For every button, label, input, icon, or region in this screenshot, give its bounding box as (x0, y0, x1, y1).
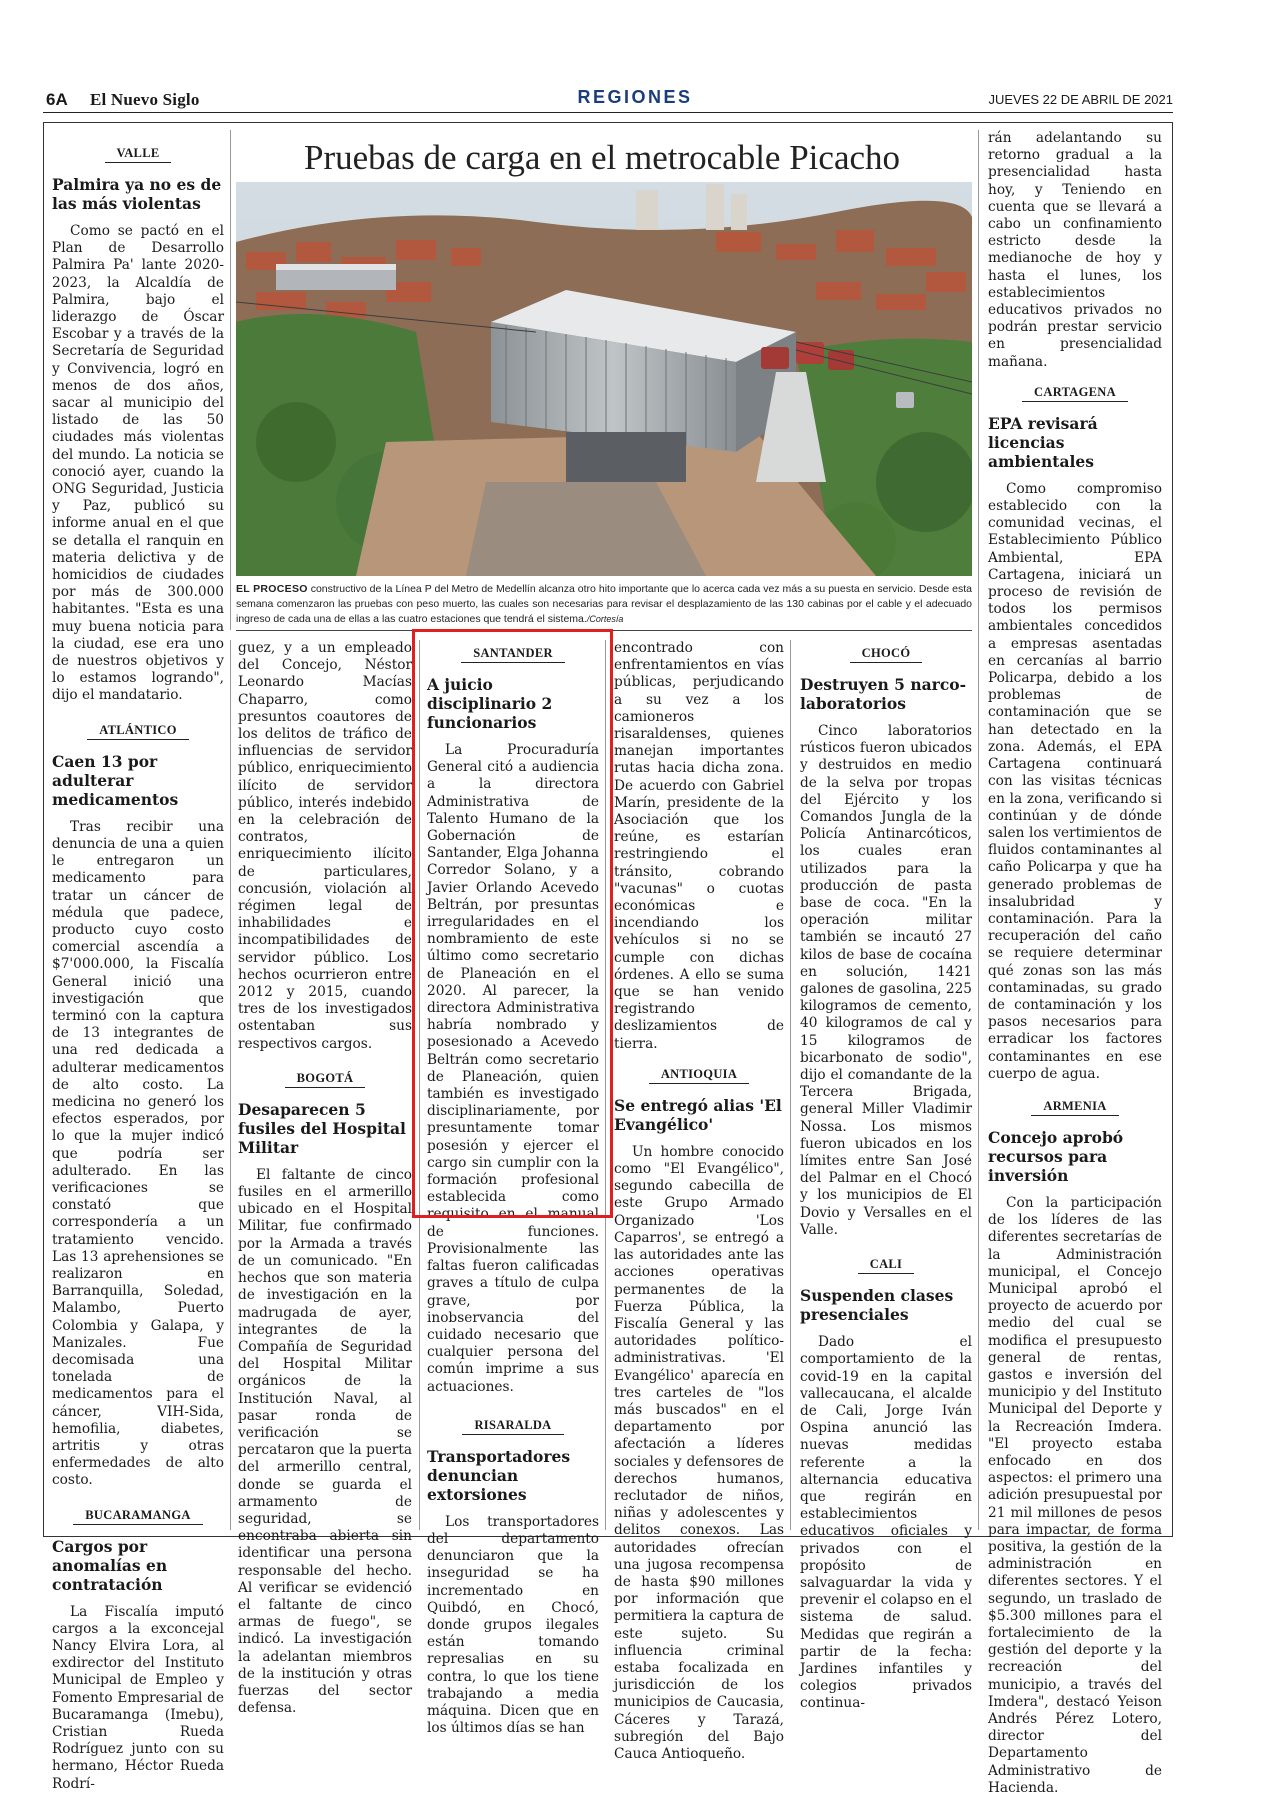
section-label-armenia: ARMENIA (988, 1099, 1162, 1114)
body-antioquia: Un hombre conocido como "El Evangélico", segundo cabecilla de este Grupo Armado Organizado 'Los Caparros', se entregó a las autoridades ante las acciones operativas permanentes de la Fuerza Pública, la Fiscalía General y las autoridades político-administrativas. 'El Evangélico' aparecía en tres carteles de "los más buscados" en el departamento por afectación a líderes sociales y defensores de derechos humanos, reclutador de niños, niñas y adolescentes y delitos conexos. Las autoridades ofrecían una jugosa recompensa de hasta $90 millones por información que permitiera la captura de este sujeto. Su influencia criminal estaba focalizada en jurisdicción de los municipios de Caucasia, Cáceres y Tarazá, subregión del Bajo Cauca Antioqueño. (614, 1143, 784, 1762)
column-2 (238, 640, 412, 1717)
headline-atlantico: Caen 13 por adulterar medicamentos (52, 751, 179, 809)
headline-choco: Destruyen 5 narco-laboratorios (800, 675, 967, 713)
headline-armenia: Concejo aprobó recursos para inversión (988, 1127, 1124, 1185)
column-rule (230, 130, 231, 630)
headline-valle: Palmira ya no es de las más violentas (52, 175, 222, 213)
column-1 (52, 140, 224, 1793)
body-santander: La Procuraduría General citó a audiencia a la directora Administrativa de Talento Humano de la Gobernación de Santander, Elga Johanna Corredor Solano, y a Javier Orlando Acevedo Beltrán, por presuntas irregularidades en el nombramiento de este último como secretario de Planeación en el 2020. Al parecer, la directora Administrativa habría nombrado y posesionado a Acevedo Beltrán como secretario de Planeación, quien también es investigado disciplinariamente, por presuntamente tomar posesión y ejercer el cargo sin cumplir con la formación profesional establecida como requisito en el manual de funciones. Provisionalmente las faltas fueron calificadas graves a título de culpa grave, por inobservancia del cuidado necesario que cualquier persona del común imprime a sus actuaciones. (427, 742, 599, 1395)
body-cali: Dado el comportamiento de la covid-19 en la capital vallecaucana, el alcalde de Cali, Jorge Iván Ospina anunció las nuevas medidas referente a la alternancia educativa que regirán en establecimientos educativos oficiales y privados con el propósito de salvaguardar la vida y prevenir el colapso en el sistema de salud. Medidas que regirán a partir de la fecha: Jardines infantiles y colegios privados continua- (800, 1334, 972, 1712)
section-label-atlantico: ATLÁNTICO (52, 723, 224, 738)
section-label-antioquia: ANTIOQUIA (614, 1067, 784, 1082)
photo-caption (236, 582, 972, 627)
main-headline: Pruebas de carga en el metrocable Picacho (303, 138, 901, 177)
headline-risaralda: Transportadores denuncian extorsiones (427, 1446, 571, 1504)
body-bogota: El faltante de cinco fusiles en el armerillo ubicado en el Hospital Militar, fue confirmado por la Armada a través de un comunicado. "En hechos que son materia de investigación en la madrugada de ayer, integrantes de la Compañía de Seguridad del Hospital Militar orgánicos de la Institución Naval, al pasar ronda de verificación se percataron que la puerta del armerillo central, donde se guarda el armamento de seguridad, se encontraba abierta sin identificar una persona responsable del hecho. Al verificar se evidenció el faltante de cinco armas de fuego", se indicó. La investigación la adelantan miembros de la institución y otras fuerzas del sector defensa. (238, 1166, 412, 1717)
body-bucaramanga-cont: guez, y a un empleado del Concejo, Néstor Leonardo Macías Chaparro, como presuntos coautores de los delitos de tráfico de influencias de servidor público, enriquecimiento ilícito de servidor público, interés indebido en la celebración de contratos, enriquecimiento ilícito de particulares, concusión, violación al régimen legal de inhabilidades e incompatibilidades de servidor público. Los hechos ocurrieron entre 2012 y 2015, cuando tres de los investigados ostentaban sus respectivos cargos. (238, 640, 412, 1052)
body-cali-cont: rán adelantando su retorno gradual a la presencialidad hasta hoy, y Teniendo en cuenta que se llevará a cabo un confinamiento estricto desde la medianoche de hoy y hasta el lunes, los establecimientos educativos privados no podrán prestar servicio en presencialidad mañana. (988, 130, 1162, 370)
body-cartagena: Como compromiso establecido con la comunidad vecinas, el Establecimiento Público Ambiental, EPA Cartagena, iniciará un proceso de revisión de todos los permisos ambientales concedidos a empresas asentadas en cercanías al barrio Policarpa, debido a los problemas de contaminación que se han detectado en la zona. Además, el EPA Cartagena continuará con las visitas técnicas en la zona, verificando si continúan y de dónde salen los vertimientos de fluidos contaminantes al caño Policarpa y que ha generado problemas de insalubridad y contaminación. Para la recuperación del caño se requiere determinar qué zonas son las más contaminadas, su grado de contaminación y los pasos necesarios para erradicar los factores contaminantes en ese cuerpo de agua. (988, 480, 1162, 1082)
headline-cali: Suspenden clases presenciales (800, 1286, 954, 1325)
column-6 (988, 130, 1162, 1797)
body-risaralda: Los transportadores del departamento denunciaron que la inseguridad se ha incrementado en Quibdó, en Chocó, donde grupos ilegales están tomando represalias en su contra, lo que los tiene trabajando a media máquina. Dicen que en los últimos días se han (427, 1513, 599, 1737)
body-atlantico: Tras recibir una denuncia de una a quien le entregaron un medicamento para tratar un cáncer de médula que padece, producto cuyo costo comercial ascendía a $7'000.000, la Fiscalía General inició una investigación que terminó con la captura de 13 integrantes de una red dedicada a adulterar medicamentos de alto costo. La medicina no generó los efectos esperados, por lo que la mujer indicó que podría ser adulterado. En las verificaciones se constató que correspondería a un tratamiento vencido. Las 13 aprehensiones se realizaron en Barranquilla, Soledad, Malambo, Puerto Colombia y Galapa, y Manizales. Fue decomisada una tonelada de medicamentos para el cáncer, VIH-Sida, hemofilia, diabetes, artritis y otras enfermedades de alto costo. (52, 818, 224, 1489)
headline-bogota: Desaparecen 5 fusiles del Hospital Militar (238, 1099, 406, 1157)
column-rule (978, 130, 979, 1530)
section-label-bucaramanga: BUCARAMANGA (52, 1508, 224, 1523)
section-label-bogota: BOGOTÁ (238, 1071, 412, 1086)
column-4 (614, 640, 784, 1763)
section-label-risaralda: RISARALDA (427, 1418, 599, 1433)
body-choco: Cinco laboratorios rústicos fueron ubicados y destruidos en medio de la selva por tropas del Ejército y los Comandos Jungla de la Policía Antinarcóticos, los cuales eran utilizados para la producción de pasta base de coca. "En la operación militar también se incautó 27 kilos de base de cocaína en solución, 1421 galones de gasolina, 225 kilogramos de cemento, 40 kilogramos de cal y 15 kilogramos de bicarbonato de sodio", dijo el comandante de la Tercera Brigada, general Miller Vladimir Nossa. Los mismos fueron ubicados en los límites entre San José del Palmar en el Chocó y los municipios de El Dovio y Versalles en el Valle. (800, 723, 972, 1238)
body-valle: Como se pactó en el Plan de Desarrollo Palmira Pa' lante 2020-2023, la Alcaldía de Palmira, bajo el liderazgo de Óscar Escobar y a través de la Secretaría de Seguridad y Convivencia, logró en menos de dos años, sacar al municipio del listado de las 50 ciudades más violentas del mundo. La noticia se conoció ayer, cuando la ONG Seguridad, Justicia y Paz, publicó su informe anual en el que se detalla el ranquin en materia delictiva y de homicidios de ciudades por más de 300.000 habitantes. "Esta es una muy buena noticia para la ciudad, ese era uno de nuestros objetivos y lo estamos logrando", dijo el mandatario. (52, 223, 224, 704)
column-rule (790, 640, 791, 1530)
headline-santander: A juicio disciplinario 2 funcionarios (427, 675, 553, 732)
section-label-cartagena: CARTAGENA (988, 385, 1162, 400)
issue-date: JUEVES 22 DE ABRIL DE 2021 (988, 92, 1173, 107)
section-label-santander: SANTANDER (427, 646, 599, 661)
headline-bucaramanga: Cargos por anomalías en contratación (52, 1536, 168, 1594)
column-5 (800, 640, 972, 1713)
section-label-cali: CALI (800, 1257, 972, 1272)
column-rule (230, 640, 231, 1530)
newspaper-name: El Nuevo Siglo (90, 90, 200, 109)
caption-text: constructivo de la Línea P del Metro de Medellín alcanza otro hito importante que lo acerca cada vez más a su puesta en servicio. Desde esta semana comenzaron las pruebas con peso muerto, las cuales son necesarias para revisar el desplazamiento de las 130 cabinas por el cable y el adecuado ingreso de cada una de ellas a las cuatro estaciones que tendrá el sistema. (236, 583, 973, 625)
body-bucaramanga: La Fiscalía imputó cargos a la exconcejal Nancy Elvira Lora, al exdirector del Instituto Municipal de Empleo y Fomento Empresarial de Bucaramanga (Imebu), Cristian Rueda Rodríguez junto con su hermano, Héctor Rueda Rodrí- (52, 1603, 224, 1792)
section-label-choco: CHOCÓ (800, 646, 972, 661)
headline-cartagena: EPA revisará licencias ambientales (988, 413, 1098, 471)
body-risaralda-cont: encontrado con enfrentamientos en vías públicas, perjudicando a su vez a los camioneros risaraldenses, quienes manejan importantes rutas hacia dicha zona. De acuerdo con Gabriel Marín, presidente de la Asociación que los reúne, es estarían restringiendo el tránsito, cobrando "vacunas" o cuotas económicas e incendiando los vehículos si no se cumple con dichas órdenes. A ello se suma que se han venido registrando deslizamientos de tierra. (614, 640, 784, 1052)
body-armenia: Con la participación de los líderes de las diferentes secretarías de la Administración municipal, el Concejo Municipal aprobó el proyecto de acuerdo por medio del cual se modifica el presupuesto general de rentas, gastos e inversión del municipio y del Instituto Municipal del Deporte y la Recreación Imdera. "El proyecto estaba enfocado en dos aspectos: el primero una adición presupuestal por 21 mil millones de pesos para impactar, de forma positiva, la gestión de la administración en diferentes sectores. Y el segundo, un traslado de $5.300 millones para el fortalecimiento de la gestión del deporte y la recreación del municipio, a través del Imdera", destacó Yeison Andrés Pérez Lotero, director del Departamento Administrativo de Hacienda. (988, 1194, 1162, 1796)
caption-lead: EL PROCESO (236, 583, 308, 595)
section-title: REGIONES (577, 87, 693, 107)
highlight-box (412, 629, 613, 1218)
page-number: 6A (46, 90, 68, 109)
metrocable-photo (236, 182, 972, 576)
caption-credit: /Cortesía (586, 614, 624, 624)
masthead-rule (43, 112, 1173, 113)
metrocable-station-illustration (236, 182, 972, 576)
headline-antioquia: Se entregó alias 'El Evangélico' (614, 1095, 782, 1134)
section-label-valle: VALLE (52, 146, 224, 161)
